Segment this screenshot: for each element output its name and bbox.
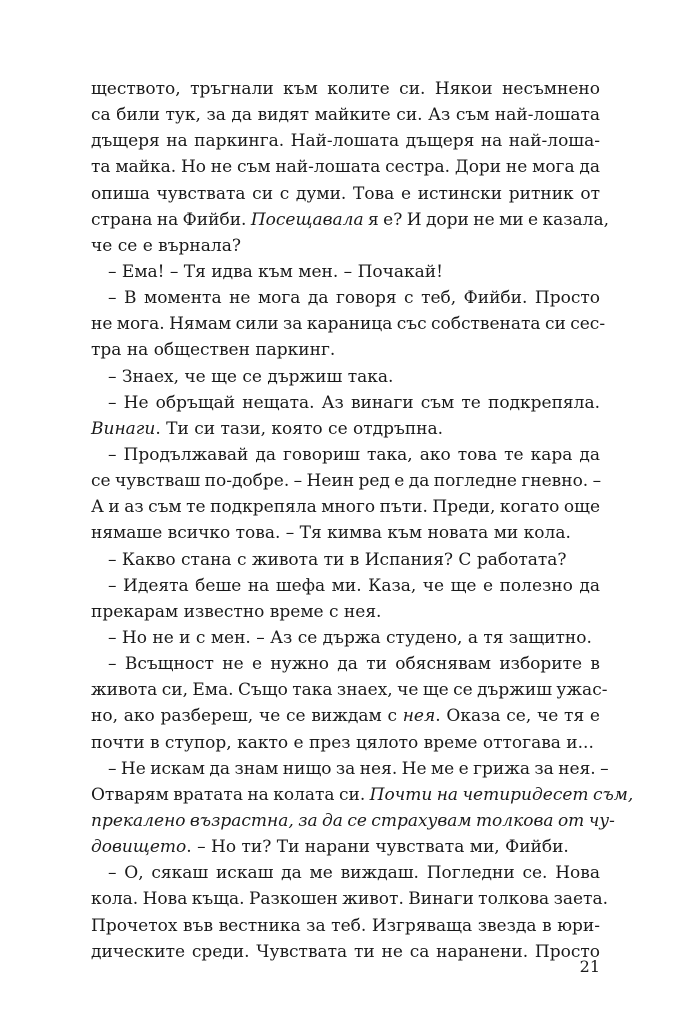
- text-line: прекарам известно време с нея.: [91, 601, 382, 622]
- text-line: тра на обществен паркинг.: [91, 340, 336, 361]
- text-line: – Идеята беше на шефа ми. Каза, че ще е полезно да: [108, 575, 600, 596]
- text-line: ществото, тръгнали към колите си. Някои несъмнено: [91, 79, 600, 99]
- text-line: довището. – Но ти? Ти нарани чувствата ми, Фийби.: [91, 837, 569, 858]
- text-line: – Продължавай да говориш така, ако това те кара да: [108, 444, 600, 465]
- text-line: че се е върнала?: [91, 235, 241, 256]
- text-line: се чувстваш по-добре. – Неин ред е да погледне гневно. –: [91, 471, 602, 492]
- text-line: живота си, Ема. Също така знаех, че ще се държиш ужас-: [91, 680, 608, 701]
- text-line: – О, сякаш искаш да ме виждаш. Погледни се. Нова: [108, 863, 600, 884]
- text-line: страна на Фийби. Посещавала я е? И дори не ми е казала,: [91, 209, 610, 230]
- text-line: но, ако разбереш, че се виждам с нея. Оказа се, че тя е: [91, 706, 600, 727]
- text-line: – Какво стана с живота ти в Испания? С работата?: [108, 549, 567, 570]
- text-line: Отварям вратата на колата си. Почти на четиридесет съм,: [91, 784, 634, 805]
- text-line: почти в ступор, както е през цялото време оттогава и...: [91, 732, 594, 753]
- text-line: – Всъщност не е нужно да ти обяснявам изборите в: [108, 654, 600, 675]
- text-line: [91, 808, 615, 834]
- text-line: нямаше всичко това. – Тя кимва към новата ми кола.: [91, 523, 571, 544]
- text-line: не мога. Нямам сили за караница със собствената си сес-: [91, 314, 606, 335]
- text-line: дъщеря на паркинга. Най-лошата дъщеря на най-лоша-: [91, 131, 600, 152]
- text-line: – Знаех, че ще се държиш така.: [108, 366, 394, 387]
- text-line: кола. Нова къща. Разкошен живот. Винаги толкова заета.: [91, 889, 609, 910]
- text-line: Винаги. Ти си тази, която се отдръпна.: [91, 418, 444, 439]
- text-line: та майка. Но не съм най-лошата сестра. Дори не мога да: [91, 157, 600, 178]
- text-line: Прочетох във вестника за теб. Изгряваща звезда в юри-: [91, 915, 600, 936]
- page-number: 21: [579, 957, 600, 976]
- text-line: – Не обръщай нещата. Аз винаги съм те подкрепяла.: [108, 392, 600, 413]
- book-page-text: [91, 76, 634, 965]
- text-line: опиша чувствата си с думи. Това е истински ритник от: [91, 183, 600, 204]
- italic-text: нея: [402, 706, 436, 727]
- text-line: – Ема! – Тя идва към мен. – Почакай!: [108, 261, 443, 282]
- text-line: А и аз съм те подкрепяла много пъти. Преди, когато още: [91, 497, 600, 518]
- text-line: – Но не и с мен. – Аз се държа студено, а тя защитно.: [108, 627, 592, 648]
- italic-text: прекалено възрастна, за да се страхувам толкова от чу-: [91, 810, 615, 831]
- italic-text: Винаги: [91, 418, 156, 439]
- italic-text: Посещавала: [250, 209, 364, 230]
- text-line: – Не искам да знам нищо за нея. Не ме е грижа за нея. –: [108, 758, 609, 779]
- italic-text: Почти на четиридесет съм,: [369, 784, 634, 805]
- text-line: дическите среди. Чувствата ти не са наранени. Просто: [91, 941, 600, 962]
- italic-text: довището: [91, 837, 187, 858]
- text-line: – В момента не мога да говоря с теб, Фийби. Просто: [108, 288, 600, 309]
- text-line: са били тук, за да видят майките си. Аз съм най-лошата: [91, 105, 600, 126]
